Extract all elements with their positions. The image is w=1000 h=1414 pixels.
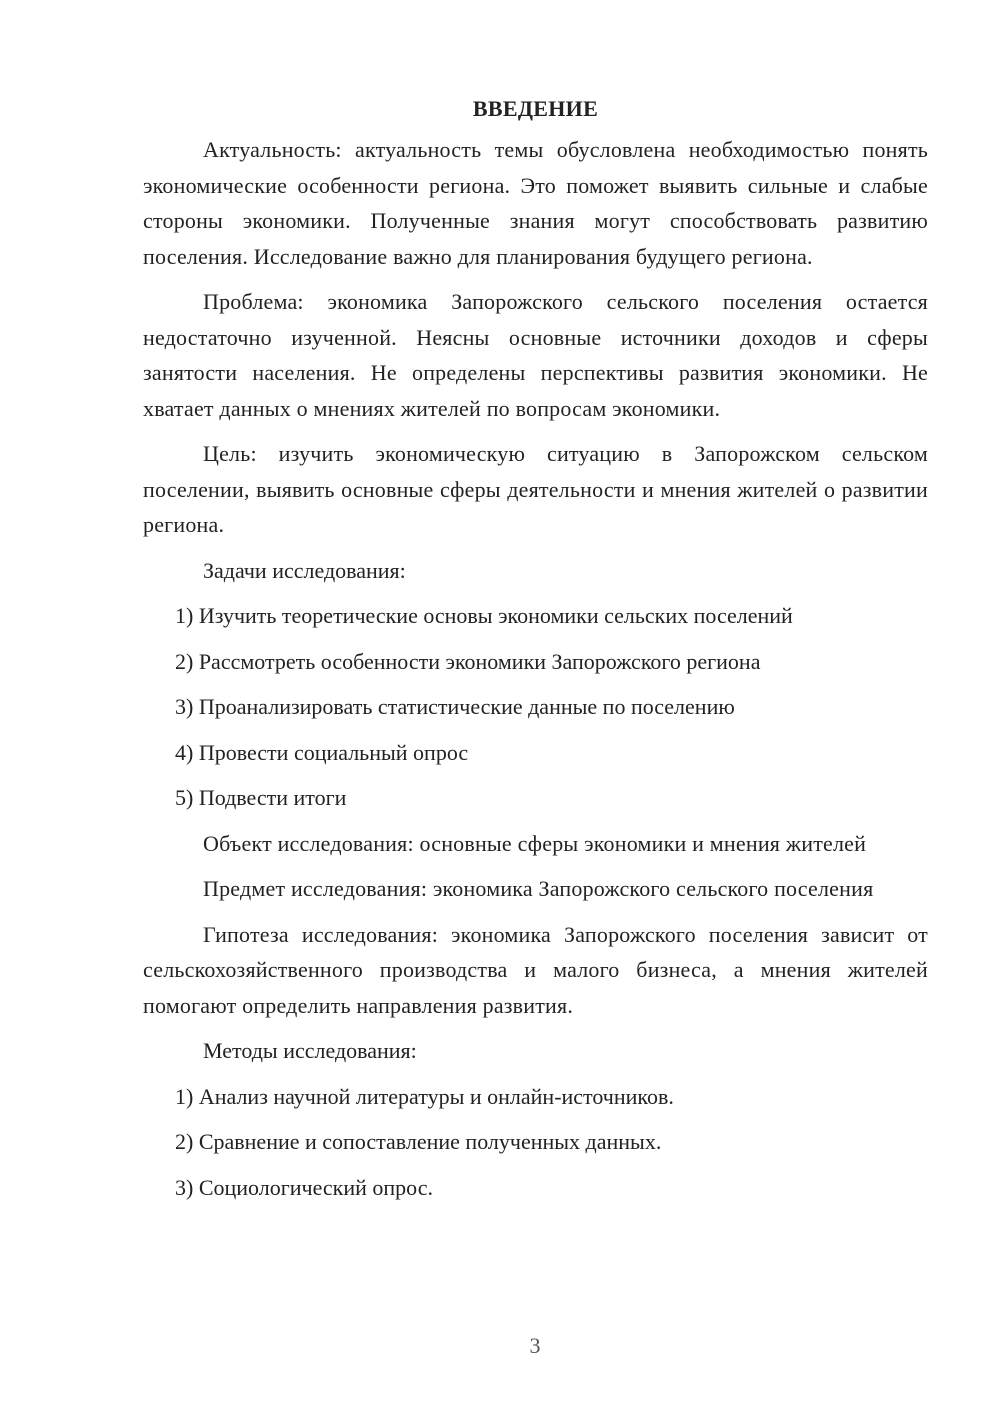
task-item: 4) Провести социальный опрос <box>175 739 469 765</box>
method-item: 2) Сравнение и сопоставление полученных данных. <box>175 1129 662 1154</box>
tasks-list <box>143 598 928 816</box>
page-number: 3 <box>529 1333 541 1358</box>
hypothesis-paragraph: Гипотеза исследования: экономика Запорожского поселения зависит от сельскохозяйственного производства и малого бизнеса, а мнения жителей помогают определить направления развития. <box>143 921 928 1018</box>
problem-paragraph: Проблема: экономика Запорожского сельского поселения остается недостаточно изученной. Неясны основные источники доходов и сферы занятости населения. Не определены перспективы развития экономики. Не хватает данных о мнениях жителей по вопросам экономики. <box>143 289 928 421</box>
object-paragraph: Объект исследования: основные сферы экономики и мнения жителей <box>203 830 867 856</box>
task-item: 3) Проанализировать статистические данные по поселению <box>175 694 735 719</box>
method-item: 1) Анализ научной литературы и онлайн-источников. <box>175 1083 674 1109</box>
relevance-paragraph: Актуальность: актуальность темы обусловлена необходимостью понять экономические особенности региона. Это поможет выявить сильные и слабые стороны экономики. Полученные знания могут способствовать развитию поселения. Исследование важно для планирования будущего региона. <box>143 137 928 269</box>
method-item: 3) Социологический опрос. <box>175 1174 433 1200</box>
goal-paragraph: Цель: изучить экономическую ситуацию в Запорожском сельском поселении, выявить основные сферы деятельности и мнения жителей о развитии региона. <box>143 441 928 537</box>
document-title: ВВЕДЕНИЕ <box>472 96 599 121</box>
task-item: 1) Изучить теоретические основы экономики сельских поселений <box>175 603 793 628</box>
task-item: 5) Подвести итоги <box>175 785 347 810</box>
methods-heading: Методы исследования: <box>203 1038 417 1063</box>
document-page <box>143 92 928 1215</box>
task-item: 2) Рассмотреть особенности экономики Запорожского региона <box>175 648 761 674</box>
tasks-heading: Задачи исследования: <box>203 557 406 583</box>
methods-list <box>143 1079 928 1206</box>
subject-paragraph: Предмет исследования: экономика Запорожского сельского поселения <box>203 876 874 901</box>
